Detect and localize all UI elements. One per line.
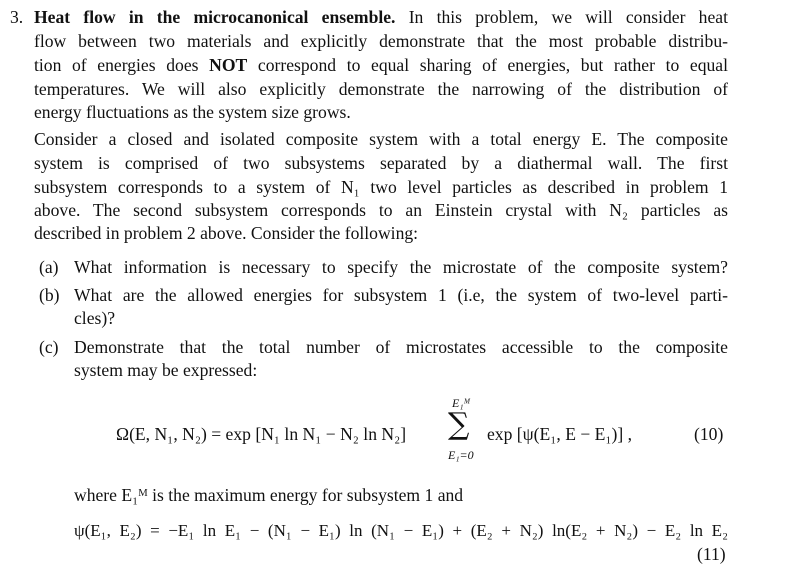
para2-line-2: system is comprised of two subsystems separated by a diathermal wall. The first — [34, 153, 728, 173]
equation-10-lhs: Ω(E, N₁, N₂) = exp [N₁ ln N₁ − N₂ ln N₂] — [116, 424, 407, 444]
item-a-label: (a) — [39, 257, 59, 277]
item-b-label: (b) — [39, 285, 60, 305]
problem-title: Heat flow in the microcanonical ensemble. — [34, 7, 396, 27]
intro-line-2: flow between two materials and explicitly demonstrate that the most probable distribu- — [34, 31, 728, 51]
intro-text-3b: correspond to equal sharing of energies, but rather to equal — [257, 55, 728, 75]
summation-symbol: ∑ — [448, 407, 470, 442]
equation-10-number: (10) — [694, 424, 724, 444]
para2-line-5: described in problem 2 above. Consider the following: — [34, 223, 419, 243]
intro-text-1: In this problem, we will consider heat — [408, 7, 728, 27]
sum-lower-limit: E₁=0 — [448, 448, 474, 462]
equation-11: ψ(E₁, E₂) = −E₁ ln E₁ − (N₁ − E₁) ln (N₁ − E₁) + (E₂ + N₂) ln(E₂ + N₂) − E₂ ln E₂ — [74, 521, 728, 540]
intro-line-3 — [34, 54, 728, 76]
equation-10-rhs: exp [ψ(E₁, E − E₁)] , — [487, 424, 633, 444]
where-line: where E₁ᴹ is the maximum energy for subsystem 1 and — [74, 485, 464, 505]
item-c-line-2: system may be expressed: — [74, 360, 258, 380]
intro-text-3a: tion of energies does — [34, 55, 199, 75]
para2-line-1: Consider a closed and isolated composite system with a total energy E. The composite — [34, 129, 728, 149]
para2-line-4: above. The second subsystem corresponds to an Einstein crystal with N₂ particles as — [34, 200, 728, 220]
intro-line-4: temperatures. We will also explicitly demonstrate the narrowing of the distribution of — [34, 79, 728, 99]
sum-upper-limit: E₁ᴹ — [452, 396, 471, 410]
item-b-line-2: cles)? — [74, 308, 116, 328]
item-b-line-1: What are the allowed energies for subsystem 1 (i.e, the system of two-level parti- — [74, 285, 728, 305]
equation-11-number: (11) — [697, 544, 726, 564]
item-c-label: (c) — [39, 337, 59, 357]
item-c-line-1: Demonstrate that the total number of microstates accessible to the composite — [74, 337, 728, 357]
problem-number: 3. — [10, 7, 24, 27]
intro-line-5: energy fluctuations as the system size grows. — [34, 102, 351, 122]
intro-emphasis-not: NOT — [209, 55, 248, 75]
intro-line-1 — [34, 6, 728, 28]
para2-line-3: subsystem corresponds to a system of N₁ two level particles as described in problem 1 — [34, 177, 728, 197]
item-a-line-1: What information is necessary to specify the microstate of the composite system? — [74, 257, 728, 277]
